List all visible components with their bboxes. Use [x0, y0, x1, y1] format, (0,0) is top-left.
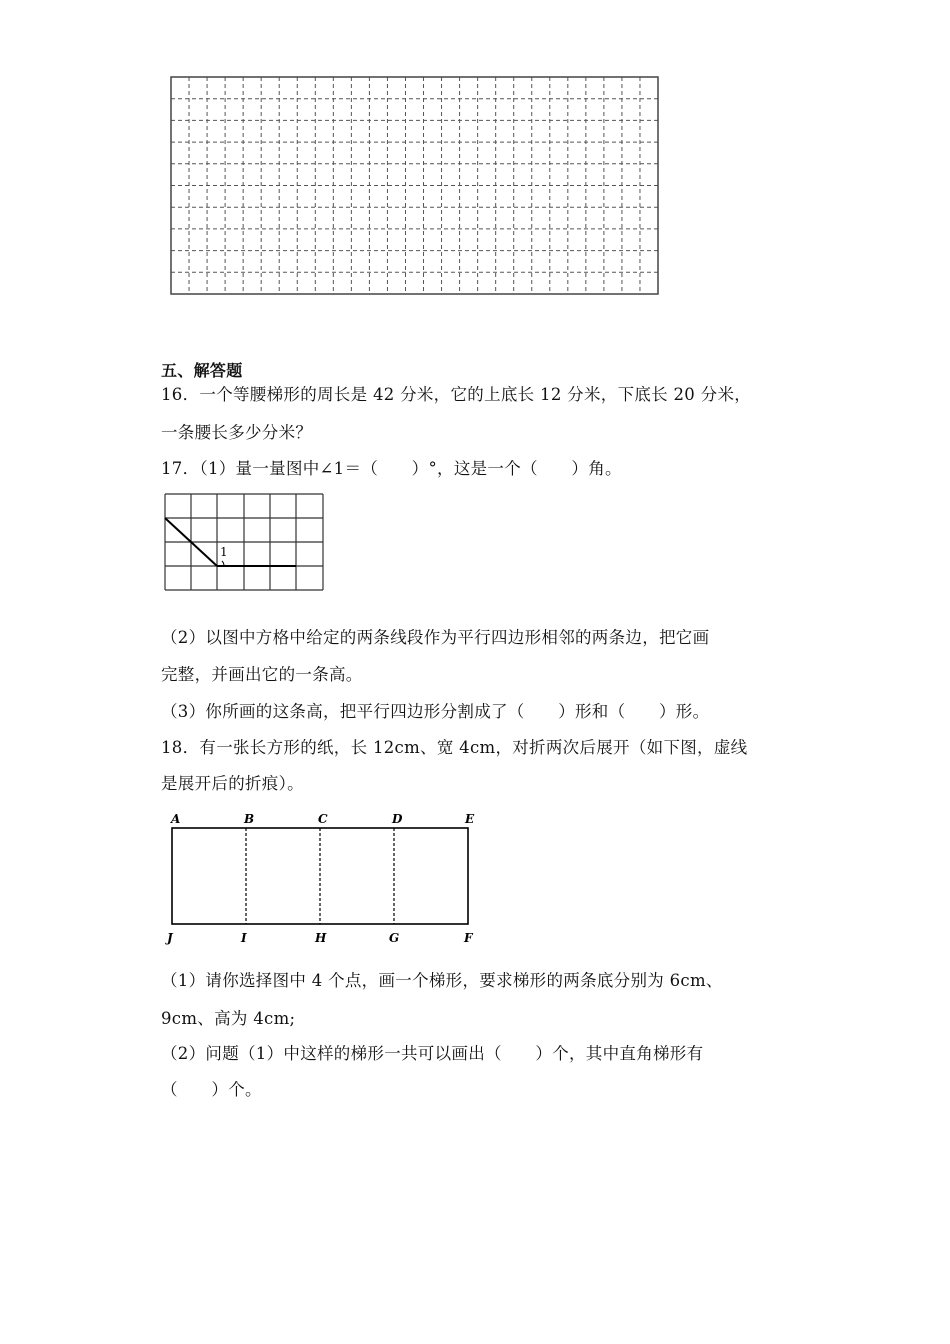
- point-label-c: C: [318, 812, 328, 826]
- section-heading: 五、解答题: [161, 361, 243, 380]
- point-label-f: F: [464, 931, 473, 945]
- angle-label: 1: [220, 545, 228, 559]
- q16-line-1: 16．一个等腰梯形的周长是 42 分米，它的上底长 12 分米，下底长 20 分米，: [161, 385, 752, 404]
- q18-line-2: 是展开后的折痕）。: [161, 774, 304, 793]
- point-label-a: A: [171, 812, 181, 826]
- q17-part-1: 17．（1）量一量图中∠1＝（ ）°，这是一个（ ）角。: [161, 459, 622, 478]
- q17-part-2-line-1: （2）以图中方格中给定的两条线段作为平行四边形相邻的两条边，把它画: [161, 628, 710, 647]
- point-label-i: I: [241, 931, 247, 945]
- point-label-h: H: [315, 931, 327, 945]
- q18-part-2-line-2: （ ）个。: [161, 1080, 262, 1099]
- q18-line-1: 18．有一张长方形的纸，长 12cm、宽 4cm，对折两次后展开（如下图，虚线: [161, 738, 748, 757]
- angle-grid-figure: [160, 490, 330, 596]
- point-label-g: G: [389, 931, 400, 945]
- q18-part-1-line-1: （1）请你选择图中 4 个点，画一个梯形，要求梯形的两条底分别为 6cm、: [161, 971, 723, 990]
- dashed-grid-figure: [160, 70, 670, 302]
- q17-part-3: （3）你所画的这条高，把平行四边形分割成了（ ）形和（ ）形。: [161, 702, 710, 721]
- q17-part-2-line-2: 完整，并画出它的一条高。: [161, 665, 363, 684]
- folded-paper-figure: [160, 808, 490, 950]
- point-label-d: D: [392, 812, 403, 826]
- point-label-b: B: [244, 812, 255, 826]
- point-label-e: E: [465, 812, 475, 826]
- q18-part-1-line-2: 9cm、高为 4cm;: [161, 1009, 296, 1028]
- point-label-j: J: [167, 931, 173, 945]
- q18-part-2-line-1: （2）问题（1）中这样的梯形一共可以画出（ ）个，其中直角梯形有: [161, 1044, 704, 1063]
- q16-line-2: 一条腰长多少分米？: [161, 423, 313, 442]
